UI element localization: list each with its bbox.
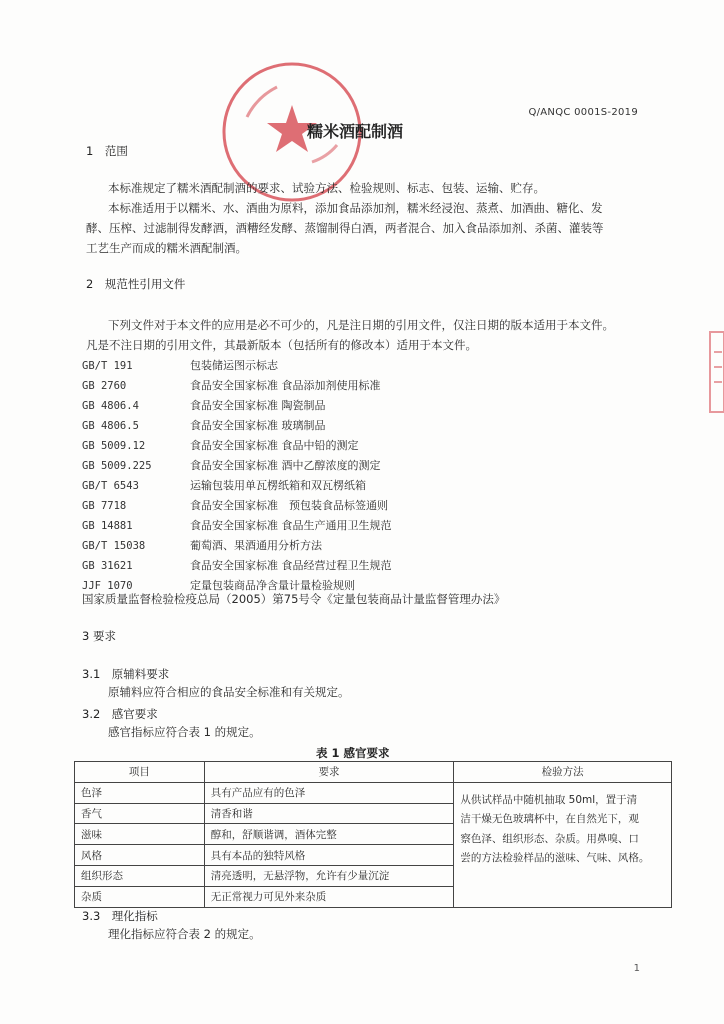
section-1-paragraph-1: 本标准规定了糯米酒配制酒的要求、试验方法、检验规则、标志、包装、运输、贮存。 xyxy=(108,181,545,195)
method-line-1: 从供试样品中随机抽取 50ml，置于清 xyxy=(460,793,638,806)
reference-item xyxy=(82,357,642,373)
reference-name: 定量包装商品净含量计量检验规则 xyxy=(190,579,355,592)
section-1-paragraph-2-line-3: 工艺生产而成的糯米酒配制酒。 xyxy=(86,241,247,255)
reference-item xyxy=(82,377,642,393)
reference-code: GB/T 6543 xyxy=(82,480,139,492)
reference-name: 食品安全国家标准 食品中铅的测定 xyxy=(190,439,359,452)
table-cell-item: 滋味 xyxy=(75,824,205,845)
section-3-3-text: 理化指标应符合表 2 的规定。 xyxy=(108,927,261,941)
reference-code: GB 4806.4 xyxy=(82,400,139,412)
reference-name: 食品安全国家标准 预包装食品标签通则 xyxy=(190,499,388,512)
reference-item xyxy=(82,437,642,453)
table-cell-requirement: 无正常视力可见外来杂质 xyxy=(204,886,454,907)
reference-name: 食品安全国家标准 食品添加剂使用标准 xyxy=(190,379,381,392)
reference-code: GB 4806.5 xyxy=(82,420,139,432)
reference-code: JJF 1070 xyxy=(82,580,133,592)
regulation-reference: 国家质量监督检验检疫总局（2005）第75号令《定量包装商品计量监督管理办法》 xyxy=(82,592,506,606)
section-3-1-heading: 3.1 原辅料要求 xyxy=(82,667,170,681)
section-3-heading: 3 要求 xyxy=(82,629,116,643)
table-header-method: 检验方法 xyxy=(454,762,672,783)
section-1-heading: 1 范围 xyxy=(86,144,128,158)
method-line-3: 察色泽、组织形态、杂质。用鼻嗅、口 xyxy=(460,832,639,845)
table-row xyxy=(75,782,672,803)
section-1-paragraph-2-line-2: 酵、压榨、过滤制得发酵酒，酒糟经发酵、蒸馏制得白酒，两者混合、加入食品添加剂、杀菌、灌装等 xyxy=(86,221,604,235)
reference-item xyxy=(82,517,642,533)
reference-name: 包装储运图示标志 xyxy=(190,359,278,372)
reference-name: 食品安全国家标准 食品生产通用卫生规范 xyxy=(190,519,392,532)
section-2-intro-line-2: 凡是不注日期的引用文件，其最新版本（包括所有的修改本）适用于本文件。 xyxy=(86,338,477,352)
document-title: 糯米酒配制酒 xyxy=(307,122,404,141)
table-cell-requirement: 清香和谐 xyxy=(204,803,454,824)
section-3-1-text: 原辅料应符合相应的食品安全标准和有关规定。 xyxy=(108,685,350,699)
reference-item xyxy=(82,537,642,553)
table-header-row xyxy=(75,762,672,783)
reference-code: GB 5009.225 xyxy=(82,460,152,472)
reference-code: GB/T 15038 xyxy=(82,540,146,552)
reference-item xyxy=(82,417,642,433)
reference-item xyxy=(82,557,642,573)
table-cell-requirement: 具有本品的独特风格 xyxy=(204,845,454,866)
method-line-2: 洁干燥无色玻璃杯中，在自然光下，观 xyxy=(460,813,639,826)
reference-code: GB 2760 xyxy=(82,380,127,392)
reference-code: GB 5009.12 xyxy=(82,440,146,452)
document-number: Q/ANQC 0001S-2019 xyxy=(528,107,638,118)
table-1-caption: 表 1 感官要求 xyxy=(316,746,390,760)
table-header-item: 项目 xyxy=(75,762,205,783)
reference-name: 食品安全国家标准 玻璃制品 xyxy=(190,419,326,432)
section-1-paragraph-2-line-1: 本标准适用于以糯米、水、酒曲为原料，添加食品添加剂，糯米经浸泡、蒸煮、加酒曲、糖化、发 xyxy=(108,201,603,215)
reference-name: 食品安全国家标准 食品经营过程卫生规范 xyxy=(190,559,392,572)
reference-name: 运输包装用单瓦楞纸箱和双瓦楞纸箱 xyxy=(190,479,366,492)
page-number: 1 xyxy=(633,963,640,974)
reference-item xyxy=(82,497,642,513)
table-cell-requirement: 醇和，舒顺谐调，酒体完整 xyxy=(204,824,454,845)
reference-item xyxy=(82,457,642,473)
reference-code: GB 14881 xyxy=(82,520,133,532)
section-3-2-text: 感官指标应符合表 1 的规定。 xyxy=(108,725,261,739)
section-3-3-heading: 3.3 理化指标 xyxy=(82,909,158,923)
edge-stamp-fragment xyxy=(692,322,724,422)
table-cell-item: 香气 xyxy=(75,803,205,824)
reference-name: 食品安全国家标准 陶瓷制品 xyxy=(190,399,326,412)
table-cell-requirement: 具有产品应有的色泽 xyxy=(204,782,454,803)
table-cell-item: 组织形态 xyxy=(75,865,205,886)
reference-code: GB/T 191 xyxy=(82,360,133,372)
method-line-4: 尝的方法检验样品的滋味、气味、风格。 xyxy=(460,852,650,865)
section-2-heading: 2 规范性引用文件 xyxy=(86,277,186,291)
reference-item xyxy=(82,397,642,413)
section-2-intro-line-1: 下列文件对于本文件的应用是必不可少的，凡是注日期的引用文件，仅注日期的版本适用于本文件。 xyxy=(108,318,614,332)
table-header-requirement: 要求 xyxy=(204,762,454,783)
reference-code: GB 7718 xyxy=(82,500,127,512)
table-cell-item: 杂质 xyxy=(75,886,205,907)
reference-name: 食品安全国家标准 酒中乙醇浓度的测定 xyxy=(190,459,381,472)
table-cell-item: 风格 xyxy=(75,845,205,866)
reference-code: GB 31621 xyxy=(82,560,133,572)
section-3-2-heading: 3.2 感官要求 xyxy=(82,707,158,721)
table-cell-method xyxy=(454,782,672,907)
sensory-requirements-table xyxy=(74,761,672,908)
table-cell-requirement: 清亮透明，无悬浮物，允许有少量沉淀 xyxy=(204,865,454,886)
reference-item xyxy=(82,477,642,493)
reference-name: 葡萄酒、果酒通用分析方法 xyxy=(190,539,322,552)
table-cell-item: 色泽 xyxy=(75,782,205,803)
